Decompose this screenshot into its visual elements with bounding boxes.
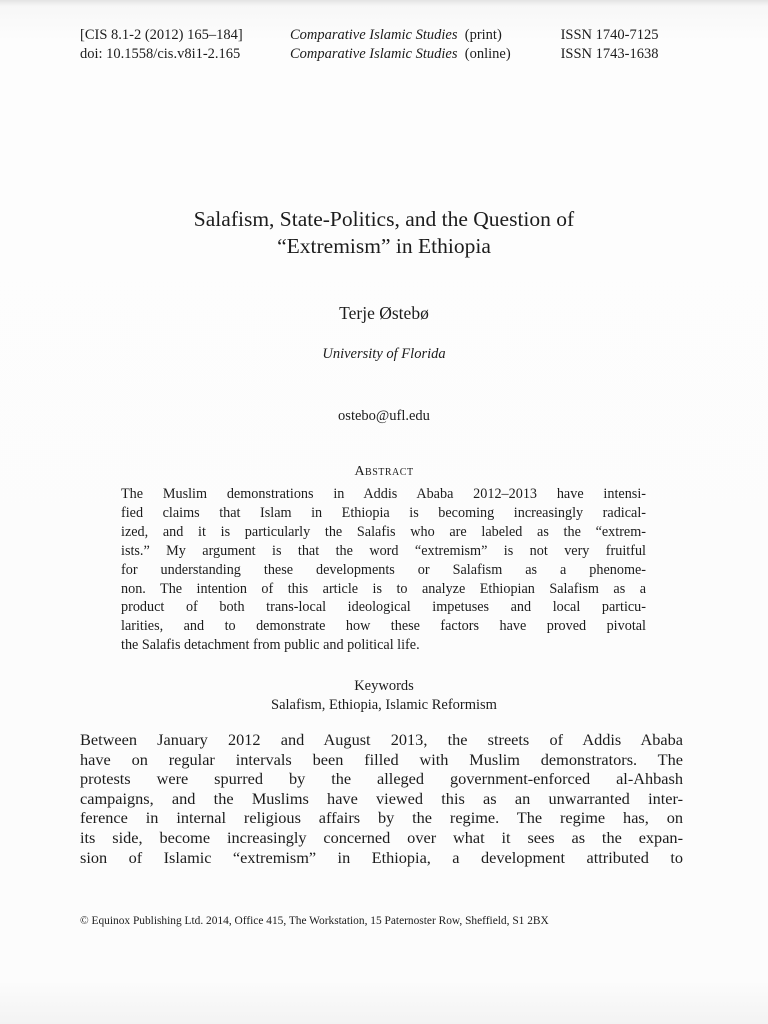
issn-print: ISSN 1740-7125 [560, 27, 659, 43]
author-affiliation: University of Florida [322, 346, 446, 362]
header-row-online [80, 45, 680, 64]
abstract-line: the Salafis detachment from public and political life. [121, 637, 420, 654]
body-line: its side, become increasingly concerned over what it sees as the expan- [80, 827, 683, 847]
body-line: campaigns, and the Muslims have viewed this as an unwarranted inter- [80, 788, 683, 808]
abstract-line: The Muslim demonstrations in Addis Ababa 2012–2013 have intensi- [121, 486, 646, 502]
header-row-print [80, 26, 680, 45]
issn-online: ISSN 1743-1638 [560, 46, 659, 62]
doi-info: doi: 10.1558/cis.v8i1-2.165 [80, 46, 241, 62]
body-line: ference in internal religious affairs by the regime. The regime has, on [80, 808, 683, 828]
title-line: “Extremism” in Ethiopia [277, 234, 491, 258]
body-line: Between January 2012 and August 2013, the streets of Addis Ababa [80, 730, 683, 749]
abstract-line: ists.” My argument is that the word “extremism” is not very fruitful [121, 542, 646, 559]
abstract-line: for understanding these developments or Salafism as a phenome- [121, 561, 646, 578]
body-line: sion of Islamic “extremism” in Ethiopia, a development attributed to [80, 847, 683, 867]
keywords-list: Salafism, Ethiopia, Islamic Reformism [271, 697, 497, 713]
abstract-line: non. The intention of this article is to analyze Ethiopian Salafism as a [121, 580, 646, 597]
author-name: Terje Østebø [339, 303, 429, 323]
scan-edge-shadow [0, 0, 768, 6]
citation-info: [CIS 8.1-2 (2012) 165–184] [80, 27, 243, 43]
abstract-line: fied claims that Islam in Ethiopia is becoming increasingly radical- [121, 504, 646, 521]
title-line: Salafism, State-Politics, and the Question of [193, 207, 575, 231]
abstract-line: larities, and to demonstrate how these factors have proved pivotal [121, 618, 646, 635]
journal-header [80, 26, 680, 64]
article-title [84, 206, 684, 260]
author-email: ostebo@ufl.edu [338, 408, 430, 424]
article-body [80, 730, 683, 867]
abstract-line: ized, and it is particularly the Salafis who are labeled as the “extrem- [121, 523, 646, 540]
body-line: protests were spurred by the alleged government-enforced al-Ahbash [80, 769, 683, 789]
abstract-heading: Abstract [354, 464, 414, 479]
journal-name-print: Comparative Islamic Studies (print) [289, 27, 502, 43]
body-line: have on regular intervals been filled with Muslim demonstrators. The [80, 749, 683, 769]
abstract-line: product of both trans-local ideological impetuses and local particu- [121, 599, 646, 616]
keywords-heading: Keywords [354, 678, 414, 694]
journal-name-online: Comparative Islamic Studies (online) [289, 46, 511, 62]
publisher-footer: © Equinox Publishing Ltd. 2014, Office 415, The Workstation, 15 Paternoster Row, Sheffield, S1 2BX [80, 915, 549, 927]
abstract-body [121, 485, 646, 655]
